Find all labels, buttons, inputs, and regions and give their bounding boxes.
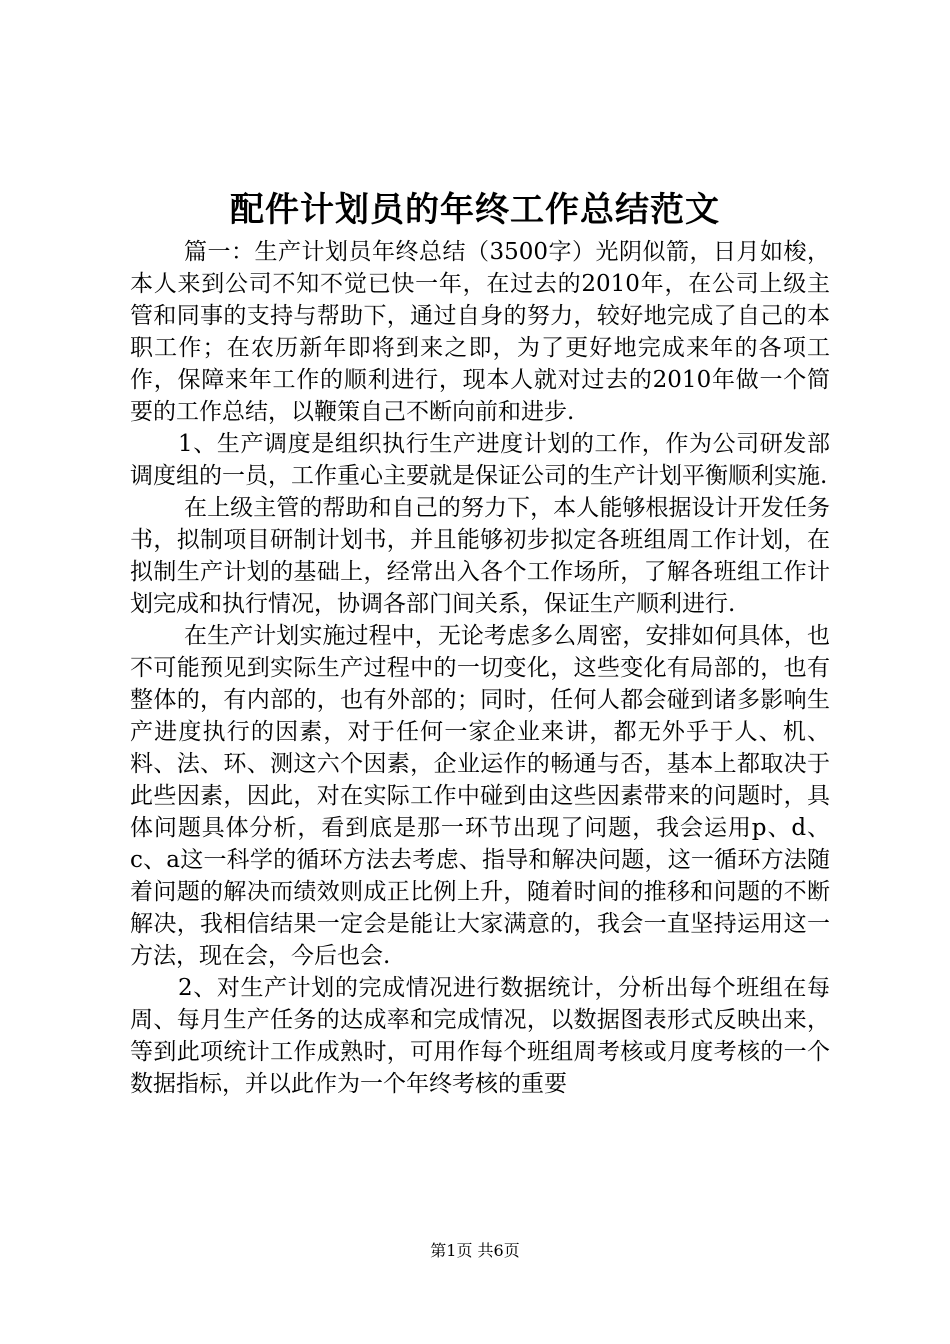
paragraph-planning: 在上级主管的帮助和自己的努力下，本人能够根据设计开发任务书，拟制项目研制计划书，并且能够初步拟定各班组周工作计划，在拟制生产计划的基础上，经常出入各个工作场所，了解各班组工作计划完成和执行情况，协调各部门间关系，保证生产顺利进行. — [130, 495, 830, 617]
paragraph-intro: 篇一：生产计划员年终总结（3500字）光阴似箭，日月如梭，本人来到公司不知不觉已快一年，在过去的2010年，在公司上级主管和同事的支持与帮助下，通过自身的努力，较好地完成了自己的本职工作；在农历新年即将到来之即，为了更好地完成来年的各项工作，保障来年工作的顺利进行，现本人就对过去的2010年做一个简要的工作总结，以鞭策自己不断向前和进步. — [130, 239, 830, 425]
page-footer: 第1页 共6页 — [430, 1241, 520, 1260]
paragraph-section-2: 2、对生产计划的完成情况进行数据统计，分析出每个班组在每周、每月生产任务的达成率和完成情况，以数据图表形式反映出来，等到此项统计工作成熟时，可用作每个班组周考核或月度考核的一个数据指标，并以此作为一个年终考核的重要 — [130, 975, 830, 1097]
document-body — [130, 236, 830, 1100]
paragraph-implementation: 在生产计划实施过程中，无论考虑多么周密，安排如何具体，也不可能预见到实际生产过程中的一切变化，这些变化有局部的，也有整体的，有内部的，也有外部的；同时，任何人都会碰到诸多影响生产进度执行的因素，对于任何一家企业来讲，都无外乎于人、机、料、法、环、测这六个因素，企业运作的畅通与否，基本上都取决于此些因素，因此，对在实际工作中碰到由这些因素带来的问题时，具体问题具体分析，看到底是那一环节出现了问题，我会运用p、d、c、a这一科学的循环方法去考虑、指导和解决问题，这一循环方法随着问题的解决而绩效则成正比例上升，随着时间的推移和问题的不断解决，我相信结果一定会是能让大家满意的，我会一直坚持运用这一方法，现在会，今后也会. — [130, 623, 830, 969]
paragraph-section-1: 1、生产调度是组织执行生产进度计划的工作，作为公司研发部调度组的一员，工作重心主要就是保证公司的生产计划平衡顺利实施. — [130, 431, 830, 489]
document-title: 配件计划员的年终工作总结范文 — [230, 190, 720, 230]
